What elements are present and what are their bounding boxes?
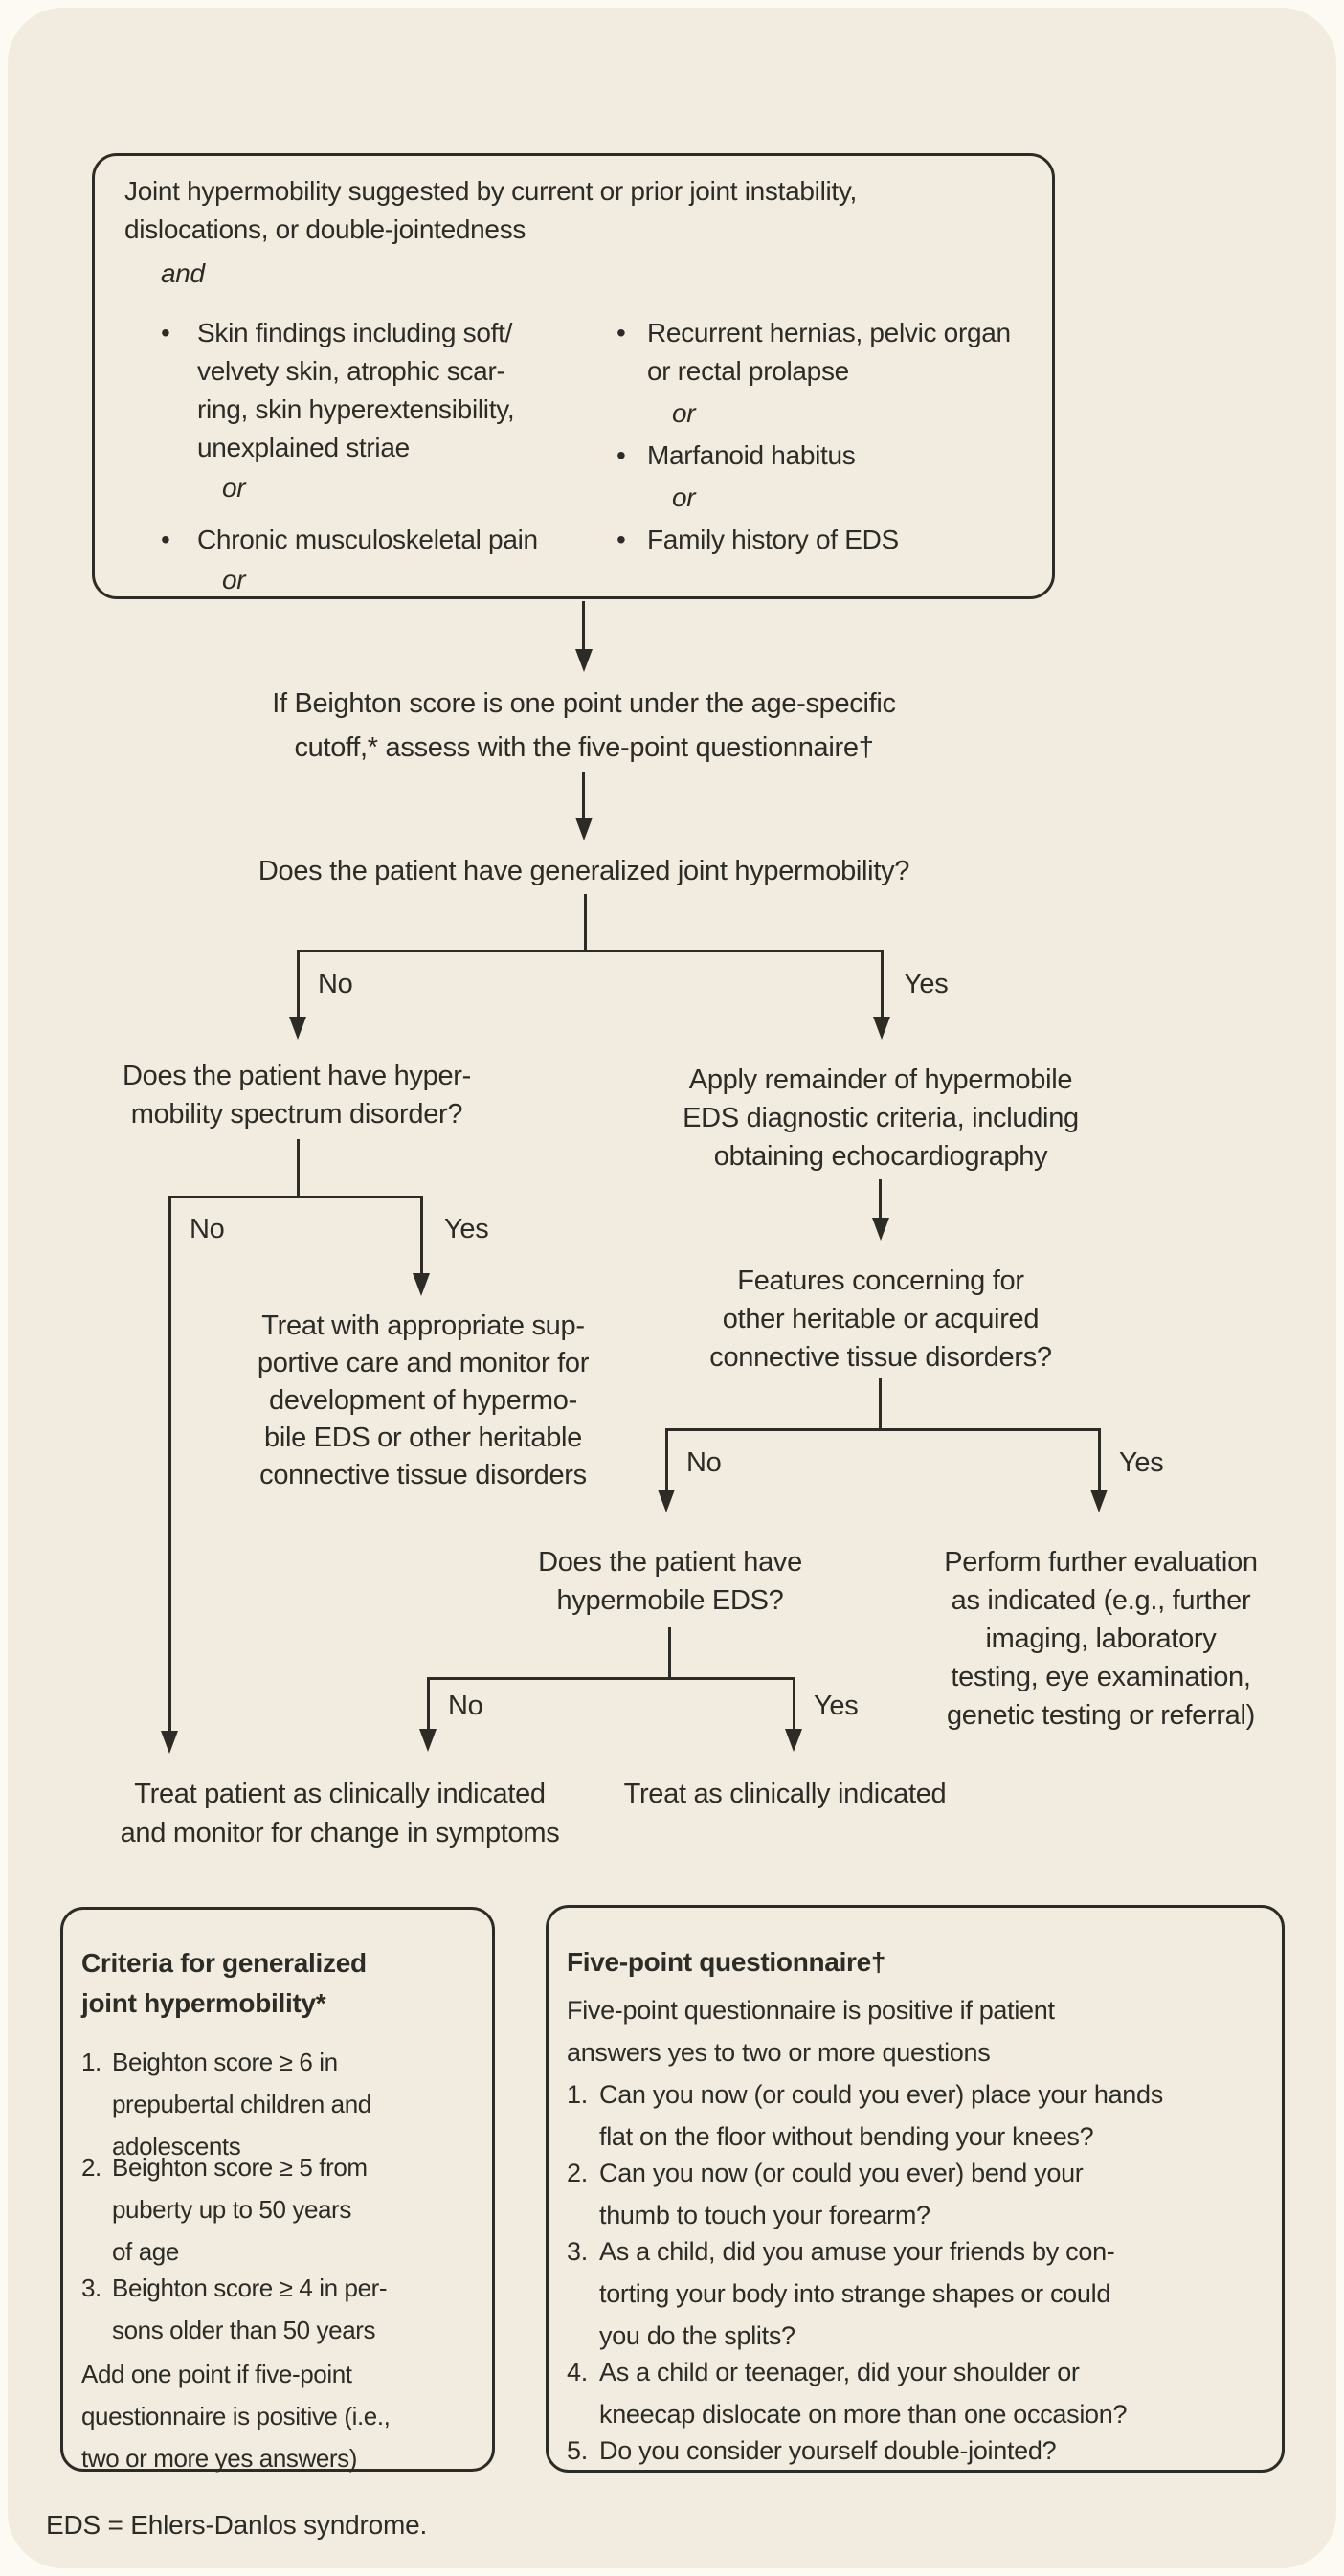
list-marker: 1. xyxy=(81,2048,101,2076)
questionnaire-item-2: Can you now (or could you ever) bend your thumb to touch your forearm? xyxy=(599,2159,1084,2229)
marfanoid-habitus-item: Marfanoid habitus xyxy=(647,440,856,470)
outcome-treat-clinical: Treat as clinically indicated xyxy=(623,1779,947,1809)
criteria-item-1: Beighton score ≥ 6 in prepubertal children and adolescents xyxy=(112,2048,371,2161)
arrow-down-icon xyxy=(873,1017,890,1040)
abbreviation-footnote: EDS = Ehlers-Danlos syndrome. xyxy=(46,2510,428,2540)
questionnaire-item-5: Do you consider yourself double-jointed? xyxy=(599,2436,1057,2465)
bullet-icon: • xyxy=(616,440,626,470)
questionnaire-intro: Five-point questionnaire is positive if patient answers yes to two or more questions xyxy=(567,1996,1055,2067)
list-marker: 3. xyxy=(567,2237,588,2266)
branch-label-yes: Yes xyxy=(904,969,949,999)
connector-line xyxy=(1098,1428,1101,1490)
outcome-further-evaluation: Perform further evaluation as indicated (e.g., further imaging, laboratory testing, eye examination, genetic testing or referral) xyxy=(944,1547,1258,1731)
musculoskeletal-pain-item: Chronic musculoskeletal pain xyxy=(197,525,538,554)
arrow-down-icon xyxy=(1090,1490,1108,1512)
connector-line xyxy=(668,1627,671,1677)
bullet-icon: • xyxy=(616,318,626,347)
questionnaire-box-title: Five-point questionnaire† xyxy=(567,1947,886,1977)
branch-label-no: No xyxy=(448,1691,483,1721)
connector-line xyxy=(427,1677,795,1680)
criteria-item-3: Beighton score ≥ 4 in per- sons older than 50 years xyxy=(112,2274,388,2344)
and-connector-label: and xyxy=(161,258,205,288)
arrow-down-icon xyxy=(785,1729,802,1752)
list-marker: 3. xyxy=(81,2274,101,2302)
arrow-down-icon xyxy=(658,1490,675,1512)
connector-line xyxy=(793,1677,795,1729)
arrow-down-icon xyxy=(161,1731,178,1754)
skin-findings-item: Skin findings including soft/ velvety skin, atrophic scar- ring, skin hyperextensibility, unexplained striae xyxy=(197,318,515,462)
connector-line xyxy=(665,1428,668,1490)
outcome-treat-monitor: Treat patient as clinically indicated and monitor for change in symptoms xyxy=(120,1779,560,1848)
arrow-down-icon xyxy=(289,1017,306,1040)
connector-line xyxy=(168,1196,423,1198)
branch-label-yes: Yes xyxy=(444,1214,489,1244)
arrow-down-icon xyxy=(413,1273,430,1296)
list-marker: 5. xyxy=(567,2436,588,2465)
branch-label-no: No xyxy=(318,969,353,999)
or-connector-label: or xyxy=(222,473,246,503)
connector-line xyxy=(881,950,884,1017)
connector-line xyxy=(584,894,587,950)
list-marker: 2. xyxy=(567,2159,588,2187)
bullet-icon: • xyxy=(161,525,170,554)
connector-line xyxy=(168,1196,171,1731)
questionnaire-item-4: As a child or teenager, did your shoulder or kneecap dislocate on more than one occasion? xyxy=(599,2358,1128,2429)
or-connector-label: or xyxy=(222,565,246,594)
outcome-supportive-care: Treat with appropriate sup- portive care and monitor for development of hypermo- bile EDS or other heritable connective tissue disorders xyxy=(257,1310,590,1490)
arrow-down-icon xyxy=(575,818,593,840)
connector-line xyxy=(297,1139,300,1196)
question-spectrum-disorder: Does the patient have hyper- mobility spectrum disorder? xyxy=(123,1061,471,1130)
arrow-down-icon xyxy=(419,1729,437,1752)
arrow-down-icon xyxy=(575,649,593,672)
arrow-down-icon xyxy=(872,1218,889,1241)
connector-line xyxy=(582,601,585,649)
questionnaire-item-3: As a child, did you amuse your friends by con- torting your body into strange shapes or could you do the splits? xyxy=(599,2237,1115,2350)
question-generalized-hypermobility: Does the patient have generalized joint hypermobility? xyxy=(258,856,910,886)
family-history-item: Family history of EDS xyxy=(647,525,899,554)
or-connector-label: or xyxy=(672,398,696,428)
criteria-item-2: Beighton score ≥ 5 from puberty up to 50 years of age xyxy=(112,2153,368,2266)
or-connector-label: or xyxy=(672,482,696,512)
questionnaire-item-1: Can you now (or could you ever) place your hands flat on the floor without bending your knees? xyxy=(599,2080,1163,2151)
bullet-icon: • xyxy=(616,525,626,554)
question-hypermobile-eds: Does the patient have hypermobile EDS? xyxy=(538,1547,802,1616)
branch-label-no: No xyxy=(190,1214,225,1244)
entry-intro-line2: dislocations, or double-jointedness xyxy=(124,214,526,244)
connector-line xyxy=(420,1196,423,1273)
entry-intro-line1: Joint hypermobility suggested by current or prior joint instability, xyxy=(124,176,857,206)
beighton-instruction: If Beighton score is one point under the age-specific cutoff,* assess with the five-point questionnaire† xyxy=(272,688,896,763)
question-other-disorders: Features concerning for other heritable or acquired connective tissue disorders? xyxy=(709,1266,1052,1373)
connector-line xyxy=(427,1677,430,1729)
connector-line xyxy=(879,1179,882,1218)
bullet-icon: • xyxy=(161,318,170,347)
connector-line xyxy=(582,772,585,818)
criteria-box-title: Criteria for generalized joint hypermobility* xyxy=(81,1948,367,2018)
connector-line xyxy=(879,1378,882,1428)
branch-label-yes: Yes xyxy=(814,1691,859,1721)
list-marker: 1. xyxy=(567,2080,588,2109)
list-marker: 4. xyxy=(567,2358,588,2386)
branch-label-yes: Yes xyxy=(1119,1447,1164,1478)
list-marker: 2. xyxy=(81,2153,101,2182)
action-apply-criteria: Apply remainder of hypermobile EDS diagnostic criteria, including obtaining echocardiography xyxy=(683,1064,1079,1172)
connector-line xyxy=(297,950,300,1017)
hernias-prolapse-item: Recurrent hernias, pelvic organ or rectal prolapse xyxy=(647,318,1011,386)
branch-label-no: No xyxy=(686,1447,722,1478)
connector-line xyxy=(665,1428,1101,1431)
connector-line xyxy=(297,950,884,952)
criteria-note: Add one point if five-point questionnaire is positive (i.e., two or more yes answers) xyxy=(81,2360,391,2473)
